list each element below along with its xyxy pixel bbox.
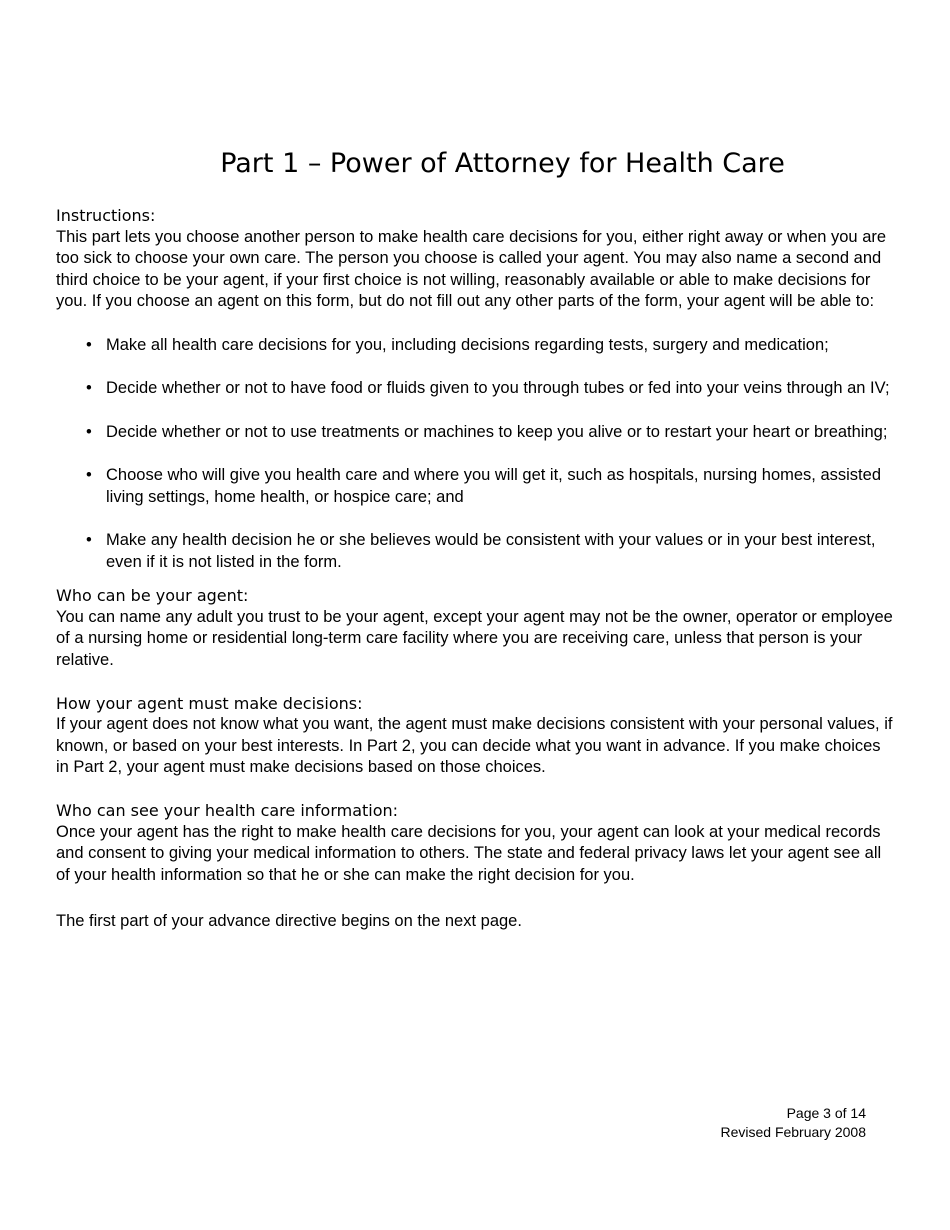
bullet-icon: • [86, 379, 92, 397]
who-see-section [56, 800, 896, 886]
list-item [56, 530, 896, 573]
list-item [56, 422, 896, 444]
revision-date: Revised February 2008 [720, 1124, 866, 1140]
who-agent-section [56, 585, 896, 671]
how-decide-text: If your agent does not know what you want, the agent must make decisions consistent with your personal values, if known, or based on your best interests. In Part 2, you can decide what you want in advance. If you make choices in Part 2, your agent must make decisions based on those choices. [56, 715, 893, 776]
bullet-icon: • [86, 531, 92, 549]
page-title: Part 1 – Power of Attorney for Health Care [220, 148, 785, 179]
agent-powers-list [56, 335, 896, 574]
who-see-heading: Who can see your health care information: [56, 801, 399, 820]
how-decide-section [56, 693, 896, 779]
list-item-text: Decide whether or not to use treatments or machines to keep you alive or to restart your heart or breathing; [106, 422, 888, 441]
document-body [56, 205, 896, 933]
list-item [56, 335, 896, 357]
who-see-text: Once your agent has the right to make health care decisions for you, your agent can look at your medical records and consent to giving your medical information to others. The state and federal privacy laws let your agent see all of your health information so that he or she can make the right decision for you. [56, 822, 882, 884]
who-agent-text: You can name any adult you trust to be your agent, except your agent may not be the owner, operator or employee of a nursing home or residential long-term care facility where you are receiving care, unless that person is your relative. [56, 607, 893, 669]
list-item-text: Decide whether or not to have food or fluids given to you through tubes or fed into your veins through an IV; [106, 379, 890, 397]
list-item [56, 465, 896, 508]
who-agent-heading: Who can be your agent: [56, 586, 249, 605]
bullet-icon: • [86, 466, 92, 484]
bullet-icon: • [86, 422, 92, 441]
instructions-text: This part lets you choose another person to make health care decisions for you, either right away or when you are too sick to choose your own care. The person you choose is called your agent. You may also name a second and third choice to be your agent, if your first choice is not willing, reasonably available or able to make decisions for you. If you choose an agent on this form, but do not fill out any other parts of the form, your agent will be able to: [56, 227, 887, 310]
list-item [56, 378, 896, 400]
page-footer [720, 1104, 866, 1142]
list-item-text: Make any health decision he or she believes would be consistent with your values or in your best interest, even if it is not listed in the form. [106, 531, 876, 571]
list-item-text: Choose who will give you health care and where you will get it, such as hospitals, nursing homes, assisted living settings, home health, or hospice care; and [106, 466, 881, 506]
closing-text: The first part of your advance directive begins on the next page. [56, 912, 522, 930]
page-number: Page 3 of 14 [786, 1105, 866, 1121]
instructions-section [56, 205, 896, 573]
bullet-icon: • [86, 335, 92, 354]
list-item-text: Make all health care decisions for you, including decisions regarding tests, surgery and medication; [106, 335, 829, 354]
instructions-heading: Instructions: [56, 206, 156, 225]
how-decide-heading: How your agent must make decisions: [56, 693, 363, 713]
